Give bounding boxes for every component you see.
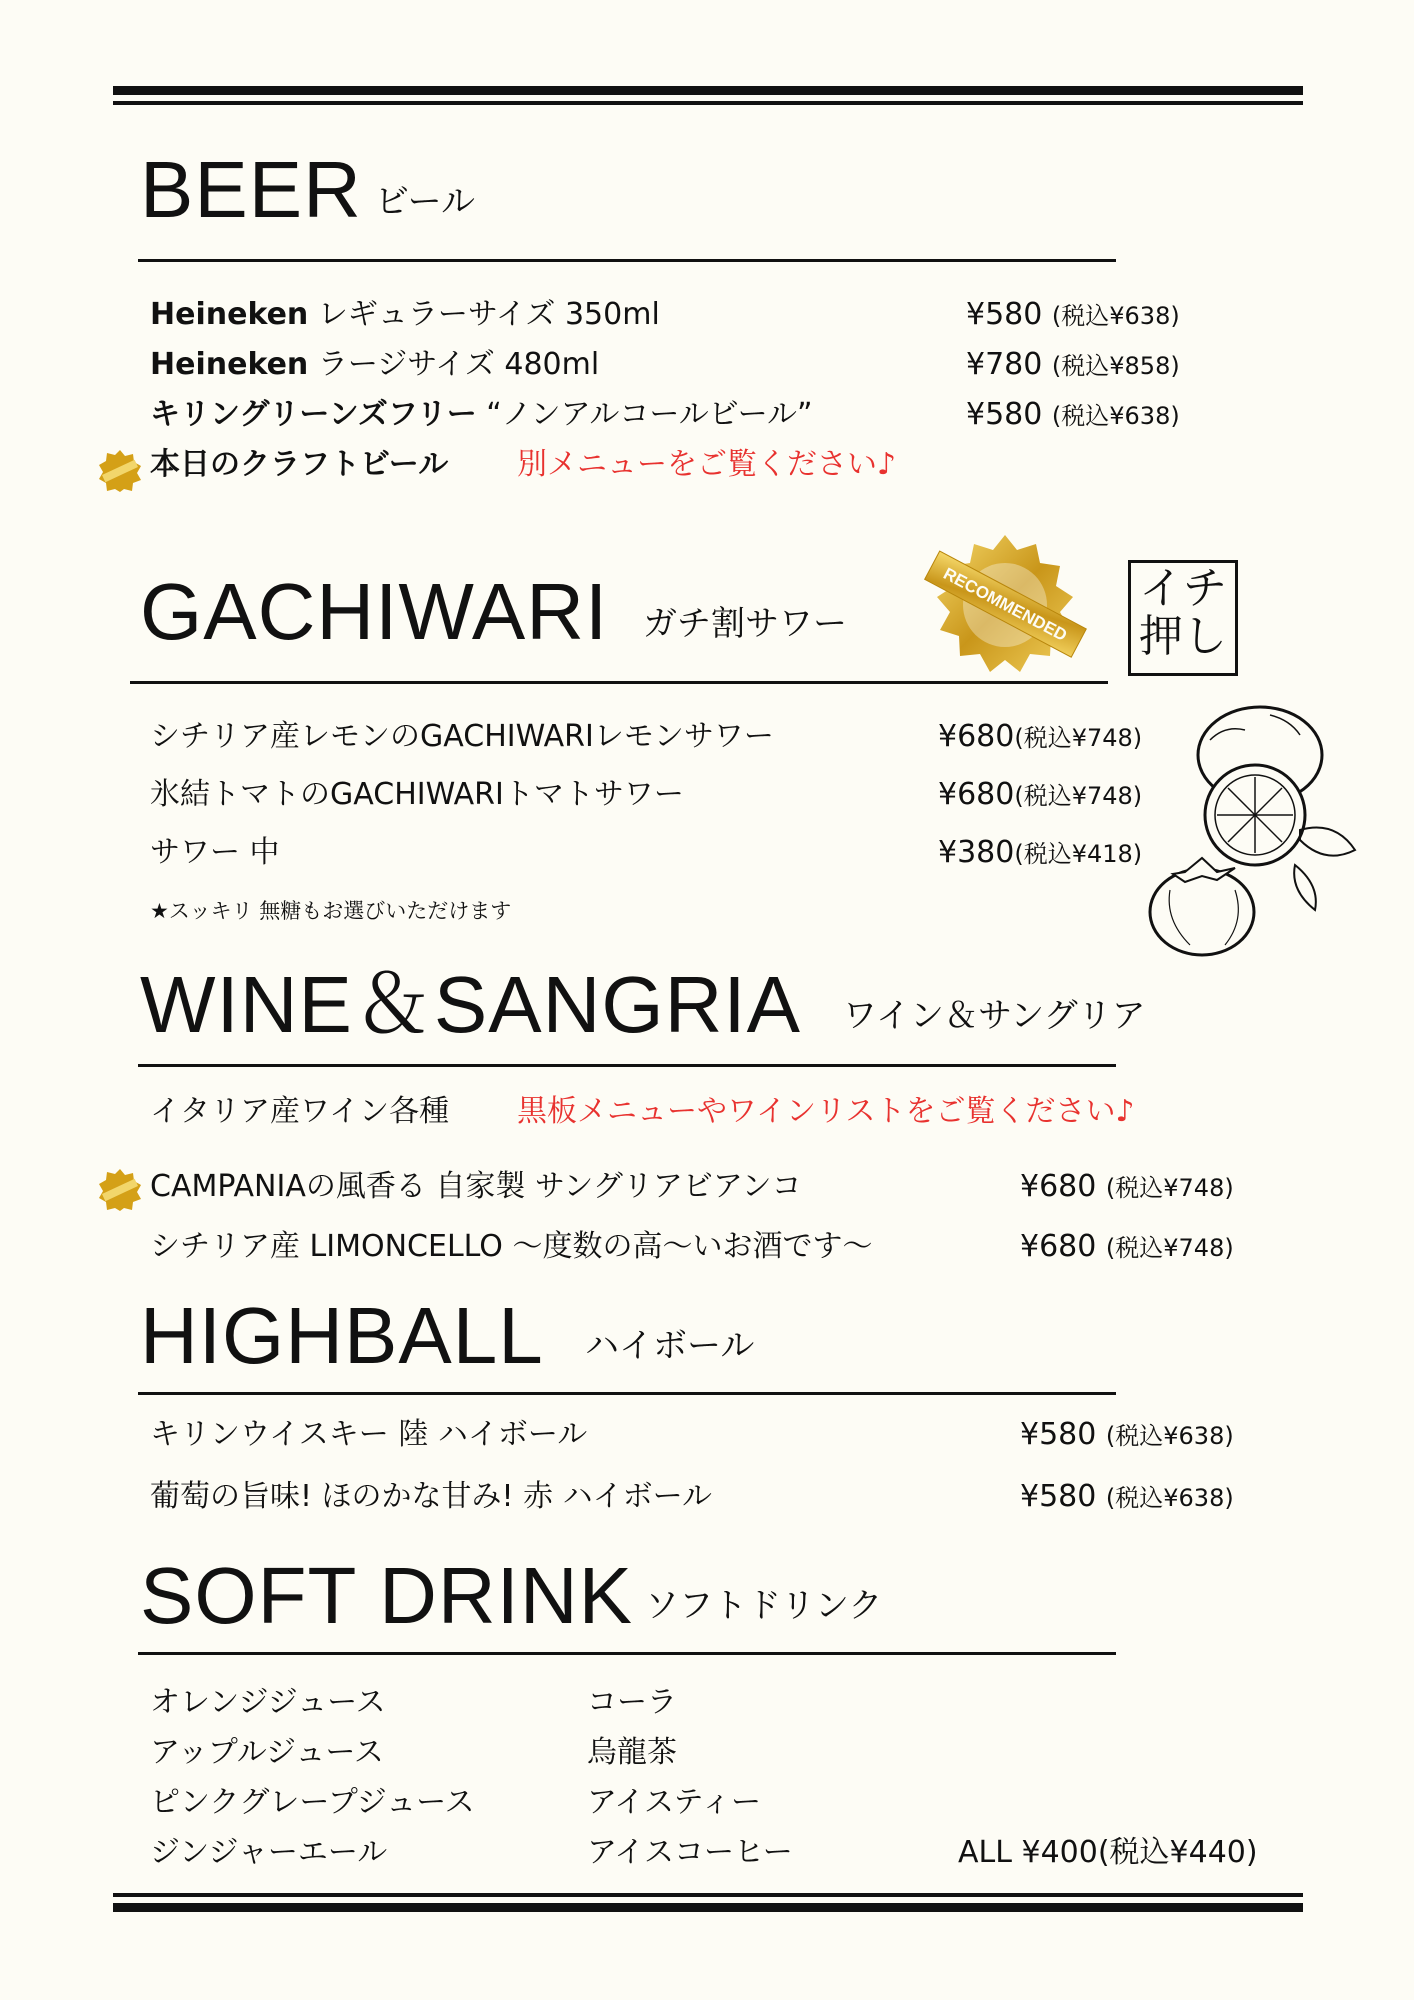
- wine-underline: [138, 1064, 1116, 1067]
- gachiwari-price-1: ¥680(税込¥748): [938, 719, 1143, 754]
- soft-underline: [138, 1652, 1116, 1655]
- gachiwari-underline: [130, 681, 1108, 684]
- wine-price-2: ¥680 (税込¥748): [1020, 1229, 1234, 1264]
- beer-item-1: Heineken レギュラーサイズ 350ml: [150, 297, 660, 332]
- soft-col1-item-2: アップルジュース: [150, 1735, 384, 1770]
- soft-col1-item-3: ピンクグレープジュース: [150, 1785, 475, 1820]
- wine-title-jp: ワイン＆サングリア: [843, 996, 1146, 1036]
- ichioshi-stamp: [1128, 560, 1238, 676]
- gachiwari-note: ★スッキリ 無糖もお選びいただけます: [150, 899, 512, 923]
- gachiwari-item-2: 氷結トマトのGACHIWARIトマトサワー: [150, 777, 684, 812]
- stamp-line-1: イチ: [1139, 563, 1227, 614]
- highball-underline: [138, 1392, 1116, 1395]
- soft-col1-item-4: ジンジャーエール: [150, 1835, 388, 1870]
- soft-col2-item-4: アイスコーヒー: [587, 1835, 793, 1870]
- beer-price-3: ¥580 (税込¥638): [966, 397, 1180, 432]
- wine-item-2: シチリア産 LIMONCELLO 〜度数の高〜いお酒です〜: [150, 1229, 873, 1264]
- beer-underline: [138, 259, 1116, 262]
- stamp-line-2: 押し: [1139, 611, 1227, 662]
- highball-title-jp: ハイボール: [585, 1326, 755, 1366]
- gachiwari-price-2: ¥680(税込¥748): [938, 777, 1143, 812]
- wine-item-1: CAMPANIAの風香る 自家製 サングリアビアンコ: [150, 1169, 802, 1204]
- recommend-seal-icon: [98, 1168, 142, 1212]
- beer-item-2: Heineken ラージサイズ 480ml: [150, 347, 600, 382]
- beer-price-2: ¥780 (税込¥858): [966, 347, 1180, 382]
- recommend-seal-icon: [98, 449, 142, 493]
- wine-intro: イタリア産ワイン各種: [150, 1094, 450, 1129]
- beer-item-3: キリングリーンズフリー “ノンアルコールビール”: [150, 397, 813, 432]
- gachiwari-item-3: サワー 中: [150, 835, 280, 870]
- highball-title: HIGHBALL: [140, 1291, 544, 1380]
- soft-title-jp: ソフトドリンク: [645, 1586, 883, 1626]
- soft-title: SOFT DRINK: [140, 1551, 634, 1640]
- wine-title: WINE＆SANGRIA: [140, 960, 801, 1049]
- beer-title: BEER: [140, 145, 362, 234]
- beer-title-jp: ビール: [375, 182, 475, 222]
- wine-intro-note: 黒板メニューやワインリストをご覧ください♪: [517, 1094, 1135, 1129]
- craft-beer-item: 本日のクラフトビール: [150, 447, 449, 482]
- soft-all-price: ALL ¥400(税込¥440): [958, 1835, 1258, 1870]
- soft-col2-item-3: アイスティー: [587, 1785, 761, 1820]
- highball-item-2: 葡萄の旨味! ほのかな甘み! 赤 ハイボール: [150, 1479, 713, 1514]
- recommended-badge-text: RECOMMENDED: [940, 564, 1071, 646]
- top-double-rule: [113, 86, 1303, 105]
- beer-price-1: ¥580 (税込¥638): [966, 297, 1180, 332]
- highball-price-2: ¥580 (税込¥638): [1020, 1479, 1234, 1514]
- wine-price-1: ¥680 (税込¥748): [1020, 1169, 1234, 1204]
- tomato-icon: [1145, 850, 1265, 960]
- soft-col2-item-2: 烏龍茶: [587, 1735, 677, 1770]
- gachiwari-price-3: ¥380(税込¥418): [938, 835, 1143, 870]
- soft-col2-item-1: コーラ: [587, 1685, 677, 1720]
- gachiwari-item-1: シチリア産レモンのGACHIWARIレモンサワー: [150, 719, 774, 754]
- highball-item-1: キリンウイスキー 陸 ハイボール: [150, 1417, 588, 1452]
- gachiwari-title-jp: ガチ割サワー: [643, 604, 847, 644]
- gachiwari-title: GACHIWARI: [140, 567, 609, 656]
- highball-price-1: ¥580 (税込¥638): [1020, 1417, 1234, 1452]
- recommended-badge-icon: [920, 530, 1090, 680]
- bottom-double-rule: [113, 1893, 1303, 1912]
- craft-beer-note: 別メニューをご覧ください♪: [517, 447, 897, 482]
- soft-col1-item-1: オレンジジュース: [150, 1685, 386, 1720]
